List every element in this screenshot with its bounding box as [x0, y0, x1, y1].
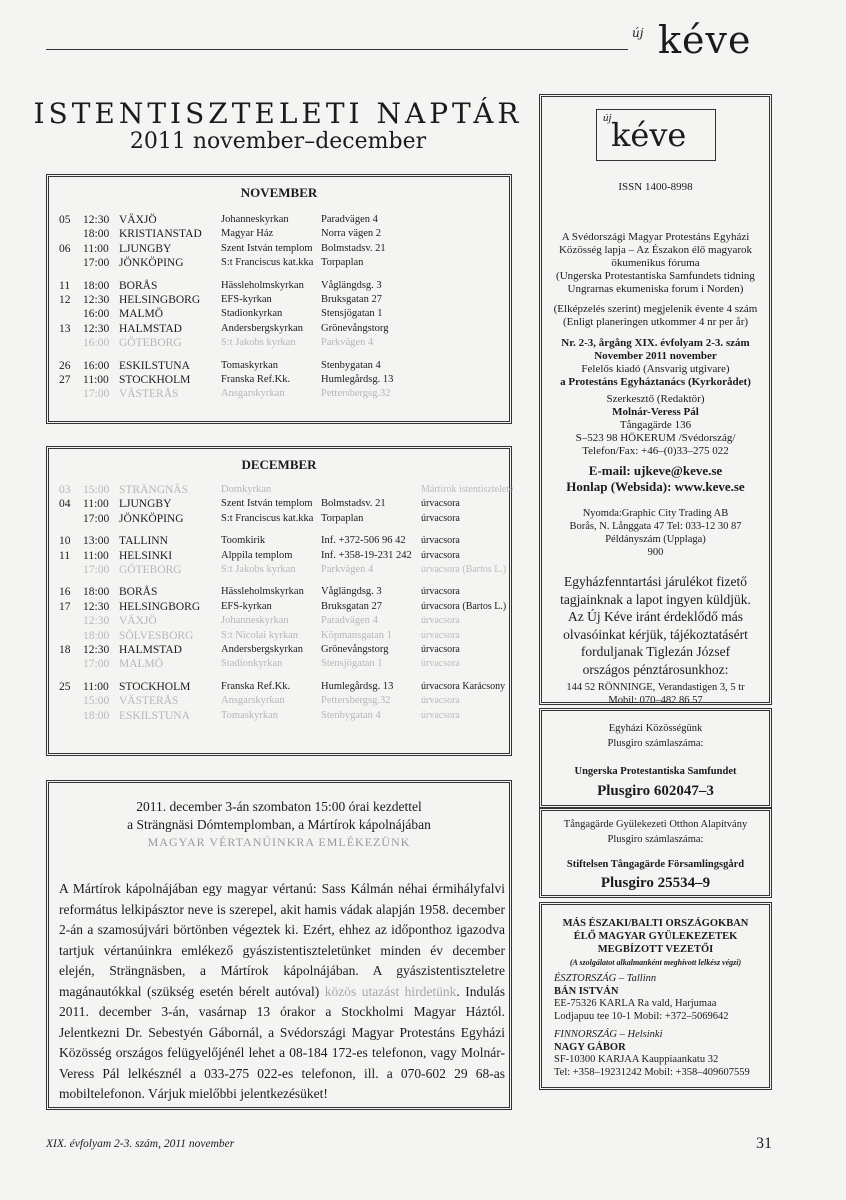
- row-city: ESKILSTUNA: [119, 709, 190, 722]
- row-time: 18:00: [83, 586, 110, 599]
- schedule-row: [49, 534, 509, 548]
- row-address: Norra vägen 2: [321, 228, 382, 240]
- page-number: 31: [756, 1135, 772, 1152]
- leader-name: NAGY GÁBOR: [554, 1041, 626, 1053]
- row-time: 16:00: [83, 308, 110, 321]
- row-note: úrvacsora: [421, 615, 460, 627]
- row-time: 18:00: [83, 279, 110, 292]
- row-time: 11:00: [83, 498, 109, 511]
- row-address: Stenbygatan 4: [321, 359, 381, 371]
- masthead-logo: [632, 18, 782, 62]
- schedule-row: [49, 680, 509, 694]
- row-address: Inf. +372-506 96 42: [321, 535, 406, 547]
- appeal: [542, 573, 769, 678]
- account2-plusgiro: Plusgiro 25534–9: [600, 875, 711, 891]
- row-city: VÄSTERÅS: [119, 695, 179, 708]
- row-day: 12: [59, 294, 71, 306]
- row-city: SÖLVESBORG: [119, 629, 194, 642]
- desc-line: A Svédországi Magyar Protestáns Egyházi: [561, 231, 750, 243]
- row-address: Parkvägen 4: [321, 337, 374, 349]
- issue-line: Nr. 2-3, årgång XIX. évfolyam 2-3. szám: [561, 337, 750, 349]
- leader-country: ÉSZTORSZÁG – Tallinn: [554, 973, 657, 984]
- row-time: 11:00: [83, 680, 109, 693]
- row-time: 18:00: [83, 228, 110, 241]
- appeal-line: olvasóinkat kérjük, tájékoztatásért: [563, 626, 748, 642]
- row-church: Hässleholmskyrkan: [221, 586, 304, 598]
- account1-plusgiro: Plusgiro 602047–3: [597, 783, 714, 799]
- row-church: Hässleholmskyrkan: [221, 279, 304, 291]
- row-note: úrvacsora: [421, 535, 460, 547]
- notice-line2: a Strängnäsi Dómtemplomban, a Mártírok kápolnájában: [127, 817, 431, 832]
- row-day: 16: [59, 586, 71, 599]
- row-address: Bolmstadsv. 21: [321, 242, 386, 254]
- desc-line: (Ungerska Protestantiska Samfundets tidning: [556, 270, 755, 282]
- schedule-row: [49, 387, 509, 401]
- row-time: 11:00: [83, 374, 109, 386]
- printer-line: Nyomda:Graphic City Trading AB: [582, 508, 729, 519]
- row-city: LJUNGBY: [119, 242, 172, 255]
- row-church: S:t Nicolai kyrkan: [221, 629, 298, 641]
- row-time: 12:30: [83, 615, 110, 628]
- row-city: MALMÖ: [119, 658, 164, 671]
- row-church: Andersbergskyrkan: [221, 644, 304, 655]
- row-city: VÄXJÖ: [119, 615, 157, 628]
- printer: [542, 507, 769, 559]
- account2-line2: Plusgiro számlaszáma:: [607, 834, 704, 845]
- schedule-row: [49, 293, 509, 307]
- row-city: STOCKHOLM: [119, 680, 191, 693]
- leader-address: EE-75326 KARLA Ra vald, Harjumaa: [554, 998, 717, 1009]
- row-address: Stensjögatan 1: [321, 658, 383, 670]
- leader-phone: Lodjapuu tee 10-1 Mobil: +372–5069642: [554, 1010, 729, 1022]
- row-address: Bolmstadsv. 21: [321, 498, 386, 510]
- schedule-row: [49, 373, 509, 387]
- account1-line2: Plusgiro számlaszáma:: [607, 738, 704, 749]
- top-rule: [46, 49, 628, 50]
- row-time: 12:30: [83, 322, 110, 335]
- account1-line1: Egyházi Közösségünk: [608, 723, 703, 734]
- row-city: VÄXJÖ: [119, 214, 157, 226]
- schedule-row: [49, 483, 514, 497]
- row-city: JÖNKÖPING: [119, 257, 184, 270]
- freq-line: (Elképzelés szerint) megjelenik évente 4 szám: [553, 303, 758, 315]
- row-note: úrvacsora: [421, 549, 460, 561]
- row-city: VÄSTERÅS: [119, 388, 179, 401]
- row-time: 12:30: [83, 294, 110, 306]
- printer-line: Borås, N. Långgata 47 Tel: 033-12 30 87: [569, 521, 742, 532]
- row-day: 13: [59, 322, 71, 335]
- row-address: Humlegårdsg. 13: [321, 374, 394, 385]
- leader-country: FINNORSZÁG – Helsinki: [554, 1029, 663, 1040]
- row-day: 10: [59, 535, 71, 548]
- row-church: Franska Ref.Kk.: [221, 680, 291, 692]
- leaders-heading-line: MÁS ÉSZAKI/BALTI ORSZÁGOKBAN: [562, 918, 749, 929]
- masthead-name: kéve: [658, 18, 752, 62]
- schedule-row: [49, 614, 509, 628]
- schedule-row: [49, 242, 509, 256]
- description: [542, 231, 769, 296]
- schedule-row: [49, 563, 509, 577]
- appeal-line: tagjainknak a lapot ingyen küldjük.: [560, 591, 751, 607]
- row-address: Köpmansgatan 1: [321, 629, 392, 641]
- leader-estonia: [554, 973, 781, 1023]
- schedule-row: [49, 256, 509, 270]
- notice-line1: 2011. december 3-án szombaton 15:00 órai kezdettel: [136, 799, 422, 814]
- row-city: BORÅS: [119, 279, 158, 292]
- row-church: Ansgarskyrkan: [221, 695, 285, 707]
- row-church: Tomaskyrkan: [221, 359, 279, 371]
- schedule-row: [49, 643, 509, 657]
- row-city: HELSINGBORG: [119, 600, 201, 613]
- schedule-row: [49, 600, 509, 614]
- freq-line: (Enligt planeringen utkommer 4 nr per år): [562, 316, 749, 328]
- row-city: HALMSTAD: [119, 322, 182, 335]
- row-city: BORÅS: [119, 586, 158, 599]
- schedule-row: [49, 227, 509, 241]
- row-address: Grönevångstorg: [321, 644, 389, 655]
- schedule-row: [49, 585, 509, 599]
- schedule-row: [49, 709, 509, 723]
- account-box-2: [539, 808, 772, 898]
- schedule-row: [49, 497, 509, 511]
- row-note: úrvacsora (Bartos L.): [421, 564, 507, 575]
- row-time: 11:00: [83, 242, 109, 255]
- account2-line1: Tångagärde Gyülekezeti Otthon Alapítvány: [563, 819, 748, 830]
- row-address: Våglängdsg. 3: [321, 586, 382, 598]
- publisher-line: a Protestáns Egyháztanács (Kyrkorådet): [560, 376, 751, 388]
- row-church: Stadionkyrkan: [221, 658, 283, 670]
- row-time: 17:00: [83, 257, 110, 270]
- row-church: Domkyrkan: [221, 484, 272, 495]
- row-address: Parkvägen 4: [321, 564, 374, 575]
- row-time: 12:30: [83, 600, 110, 613]
- row-church: S:t Jakobs kyrkan: [221, 337, 296, 349]
- row-time: 15:00: [83, 695, 110, 708]
- schedule-row: [49, 307, 509, 321]
- editor-line: Szerkesztő (Redaktör): [606, 393, 705, 405]
- printer-line: Példányszám (Upplaga): [605, 534, 706, 545]
- row-church: Andersbergskyrkan: [221, 322, 304, 334]
- row-time: 17:00: [83, 564, 110, 576]
- leaders-heading-line: MEGBÍZOTT VEZETŐI: [597, 944, 714, 955]
- issue-line: November 2011 november: [594, 350, 717, 362]
- december-schedule: [46, 446, 512, 756]
- footer-issue: XIX. évfolyam 2-3. szám, 2011 november: [46, 1138, 235, 1150]
- account1-line3: Ungerska Protestantiska Samfundet: [574, 766, 737, 777]
- november-schedule: [46, 174, 512, 424]
- notice-line3: MAGYAR VÉRTANÚINKRA EMLÉKEZÜNK: [147, 835, 411, 849]
- row-church: Ansgarskyrkan: [221, 388, 285, 400]
- row-address: Torpaplan: [321, 257, 364, 269]
- leader-finland: [554, 1029, 781, 1079]
- treasurer-line: Mobil: 070–482 86 57: [608, 695, 703, 706]
- row-day: 11: [59, 549, 71, 562]
- row-city: STRÄNGNÄS: [119, 484, 189, 496]
- colophon-sidebar: [539, 94, 772, 705]
- row-church: S:t Jakobs kyrkan: [221, 564, 296, 575]
- memorial-notice: [46, 780, 512, 1110]
- row-city: GÖTEBORG: [119, 564, 182, 576]
- editor-line: Molnár-Veress Pál: [612, 406, 699, 418]
- row-time: 12:30: [83, 214, 110, 226]
- row-church: Tomaskyrkan: [221, 709, 279, 721]
- row-note: úrvacsora: [421, 658, 460, 670]
- printer-line: 900: [647, 547, 664, 558]
- row-time: 12:30: [83, 644, 110, 656]
- schedule-row: [49, 279, 509, 293]
- row-church: Szent István templom: [221, 242, 313, 254]
- leader-phone: Tel: +358–19231242 Mobil: +358–409607559: [554, 1066, 750, 1078]
- notice-highlight: közös utazást hirdetünk: [324, 983, 457, 999]
- row-address: Torpaplan: [321, 512, 364, 524]
- row-day: 17: [59, 600, 71, 613]
- row-note: úrvacsora: [421, 586, 460, 598]
- masthead-prefix: új: [632, 26, 644, 40]
- schedule-row: [49, 322, 509, 336]
- notice-body: [59, 879, 505, 1105]
- row-note: úrvacsora: [421, 695, 460, 707]
- schedule-row: [49, 657, 509, 671]
- row-city: MALMÖ: [119, 308, 164, 321]
- row-address: Pettersbergsg.32: [321, 388, 391, 400]
- leaders-heading-line: ÉLŐ MAGYAR GYÜLEKEZETEK: [573, 931, 738, 942]
- row-city: GÖTEBORG: [119, 337, 182, 350]
- treasurer-line: 144 52 RÖNNINGE, Verandastigen 3, 5 tr: [566, 682, 745, 693]
- notice-body-part1: A Mártírok kápolnájában egy magyar vértanú: Sass Kálmán néhai érmihályfalvi református lelkipásztor neve is szerepel, akit hamis vádak alapján 1958. december 2-án a szamosújvári börtönben végeztek ki. Ezért, ehhez az időponthoz igazodva tartjuk vértanúinkra emlékező gyászistentiszteletünket minden év december elején, Strängnäsben, a Mártírok kápolnájában. A gyászistentiszteletre magánautókkal (szükség esetén bérelt autóval): [59, 881, 505, 999]
- row-church: Szent István templom: [221, 498, 313, 510]
- desc-line: Közösség lapja – Az Északon élő magyarok: [558, 244, 753, 256]
- editor-line: Telefon/Fax: +46–(0)33–275 022: [582, 445, 729, 457]
- desc-line: Ungrarnas ekumeniska forum i Norden): [567, 283, 744, 295]
- row-note: úrvacsora: [421, 709, 460, 721]
- frequency: [542, 303, 769, 329]
- row-time: 18:00: [83, 629, 110, 642]
- row-church: Toomkirik: [221, 535, 266, 547]
- contact: [542, 463, 769, 495]
- row-note: úrvacsora: [421, 512, 460, 524]
- row-city: TALLINN: [119, 535, 168, 548]
- row-note: úrvacsora: [421, 629, 460, 641]
- publisher-line: Felelős kiadó (Ansvarig utgivare): [581, 363, 730, 375]
- schedule-row: [49, 213, 509, 227]
- row-day: 11: [59, 279, 71, 292]
- row-day: 05: [59, 214, 71, 226]
- row-address: Pettersbergsg.32: [321, 695, 391, 707]
- schedule-row: [49, 549, 509, 563]
- publisher: [542, 363, 769, 389]
- sidebar-logo-prefix: új: [603, 112, 612, 124]
- page-subtitle: 2011 november–december: [129, 129, 427, 154]
- row-note: úrvacsora: [421, 498, 460, 510]
- treasurer-address: [542, 681, 769, 707]
- leaders-heading: [542, 917, 769, 956]
- row-city: KRISTIANSTAD: [119, 228, 202, 241]
- appeal-line: Egyházfenntartási járulékot fizető: [564, 574, 747, 589]
- row-address: Stensjögatan 1: [321, 308, 383, 320]
- row-time: 15:00: [83, 484, 110, 496]
- december-heading: DECEMBER: [241, 457, 317, 472]
- appeal-line: országos pénztárosunkhoz:: [582, 661, 729, 677]
- row-day: 18: [59, 644, 71, 656]
- editor-line: S–523 98 HÖKERUM /Svédország/: [575, 432, 736, 444]
- desc-line: ökumenikus fóruma: [611, 257, 700, 269]
- row-address: Våglängdsg. 3: [321, 279, 382, 291]
- row-time: 18:00: [83, 709, 110, 722]
- leaders-subheading: (A szolgálatot alkalmanként meghívott lelkész végzi): [569, 958, 742, 967]
- leader-name: BÁN ISTVÁN: [554, 985, 619, 997]
- row-church: S:t Franciscus kat.kka: [221, 512, 314, 524]
- row-note: Mártírok istentisztelete: [421, 484, 514, 495]
- row-church: Johanneskyrkan: [221, 214, 289, 225]
- row-address: Stenbygatan 4: [321, 709, 381, 721]
- schedule-row: [49, 512, 509, 526]
- row-day: 03: [59, 484, 71, 496]
- row-church: EFS-kyrkan: [221, 294, 272, 305]
- row-church: S:t Franciscus kat.kka: [221, 257, 314, 269]
- row-time: 17:00: [83, 512, 110, 525]
- schedule-row: [49, 629, 509, 643]
- row-city: HELSINKI: [119, 549, 173, 562]
- sidebar-logo-name: kéve: [611, 116, 687, 154]
- row-address: Paradvägen 4: [321, 214, 378, 225]
- row-day: 27: [59, 374, 71, 386]
- appeal-line: Az Új Kéve iránt érdeklődő más: [567, 609, 744, 624]
- email: E-mail: ujkeve@keve.se: [588, 463, 723, 478]
- schedule-row: [49, 359, 509, 373]
- row-church: Magyar Ház: [221, 228, 274, 240]
- row-church: EFS-kyrkan: [221, 600, 272, 612]
- row-day: 04: [59, 498, 71, 511]
- row-time: 17:00: [83, 388, 110, 401]
- row-time: 11:00: [83, 549, 109, 562]
- row-church: Johanneskyrkan: [221, 615, 289, 627]
- row-city: JÖNKÖPING: [119, 512, 184, 525]
- row-day: 26: [59, 359, 71, 372]
- row-city: STOCKHOLM: [119, 374, 191, 386]
- issue-info: [542, 337, 769, 363]
- row-address: Inf. +358-19-231 242: [321, 549, 412, 561]
- schedule-row: [49, 694, 509, 708]
- row-church: Alppila templom: [221, 549, 293, 561]
- appeal-line: forduljanak Tiglezán József: [580, 644, 731, 659]
- account2-line3: Stiftelsen Tångagärde Församlingsgård: [566, 859, 745, 870]
- row-note: úrvacsora (Bartos L.): [421, 600, 507, 612]
- row-city: ESKILSTUNA: [119, 359, 190, 372]
- row-address: Paradvägen 4: [321, 615, 378, 627]
- row-note: úrvacsora Karácsony: [421, 680, 506, 692]
- row-time: 16:00: [83, 337, 110, 350]
- website: Honlap (Websida): www.keve.se: [566, 479, 745, 494]
- issn: ISSN 1400-8998: [618, 181, 693, 193]
- leader-address: SF-10300 KARJAA Kauppiaankatu 32: [554, 1054, 719, 1065]
- november-heading: NOVEMBER: [240, 185, 318, 200]
- row-address: Bruksgatan 27: [321, 600, 382, 612]
- page-title: ISTENTISZTELETI NAPTÁR: [33, 97, 523, 130]
- row-day: 25: [59, 680, 71, 693]
- schedule-row: [49, 336, 509, 350]
- notice-body-part2: . Indulás 2011. december 3-án, vasárnap 13 órakor a Stockholmi Magyar Háztól. Jelentkezni Dr. Sebestyén Gábornál, a Svédországi Magyar Protestáns Egyházi Közösség országos felügyelőjénél lehet a 08-184 172-es telefonon, vagy Molnár-Veress Pál lelkésznél a 033-275 022-es telefonon, ill. a 070-602 29 68-as mobiltelefonon. Várjuk mielőbbi jelentkezésüket!: [59, 983, 505, 1101]
- row-city: LJUNGBY: [119, 498, 172, 511]
- row-city: HALMSTAD: [119, 644, 182, 656]
- sidebar-logo: [596, 109, 716, 161]
- row-city: HELSINGBORG: [119, 294, 201, 306]
- row-time: 16:00: [83, 359, 110, 372]
- editor-line: Tångagärde 136: [619, 419, 692, 431]
- row-address: Grönevångstorg: [321, 322, 389, 334]
- row-church: Franska Ref.Kk.: [221, 374, 291, 385]
- row-address: Bruksgatan 27: [321, 294, 382, 305]
- row-time: 17:00: [83, 658, 110, 671]
- row-day: 06: [59, 242, 71, 255]
- row-church: Stadionkyrkan: [221, 308, 283, 320]
- row-time: 13:00: [83, 535, 110, 548]
- row-address: Humlegårdsg. 13: [321, 680, 394, 692]
- row-note: úrvacsora: [421, 644, 460, 655]
- leaders-box: [539, 902, 772, 1090]
- editor: [542, 393, 769, 458]
- account-box-1: [539, 708, 772, 808]
